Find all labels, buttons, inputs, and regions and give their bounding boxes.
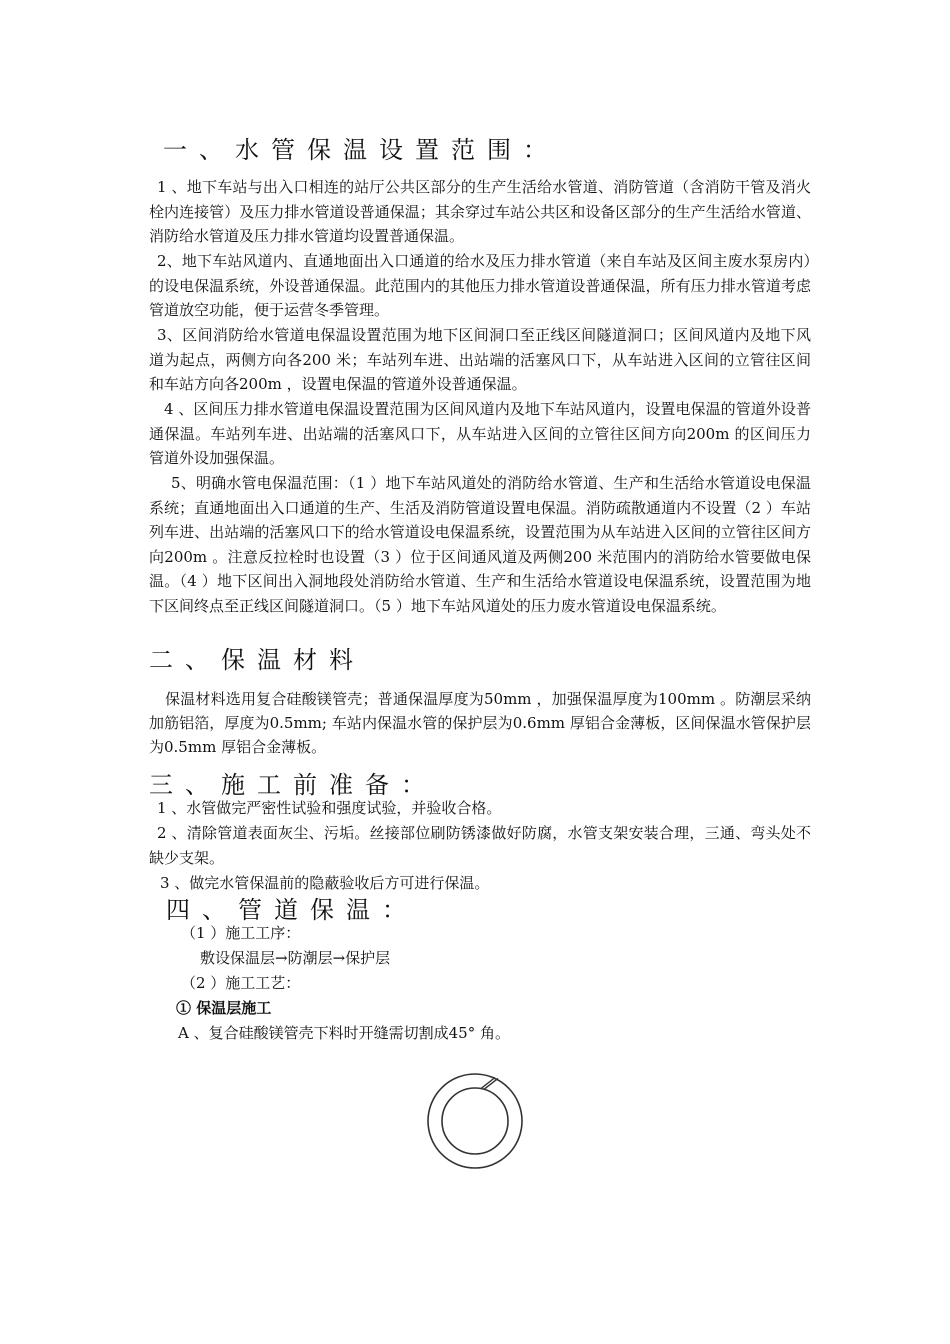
- section-4-step-2-label: （2 ）施工工艺：: [181, 974, 301, 992]
- section-1-paragraph-1: 1 、地下车站与出入口相连的站厅公共区部分的生产生活给水管道、消防管道（含消防干管及消火栓内连接管）及压力排水管道设普通保温；其余穿过车站公共区和设备区部分的生产生活给水管道、消防给水管道及压力排水管道均设置普通保温。: [149, 178, 811, 246]
- section-3-item-1: 1 、水管做完严密性试验和强度试验，并验收合格。: [157, 799, 502, 817]
- section-3-item-3: 3 、做完水管保温前的隐蔽验收后方可进行保温。: [160, 874, 490, 892]
- section-1-paragraph-4: 4 、区间压力排水管道电保温设置范围为区间风道内及地下车站风道内，设置电保温的管道外设普通保温。车站列车进、出站端的活塞风口下，从车站进入区间的立管往区间方向200m 的区间压力管道外设加强保温。: [149, 400, 811, 468]
- section-4-step-1-content: 敷设保温层→防潮层→保护层: [200, 949, 391, 967]
- section-4-item-a: A 、复合硅酸镁管壳下料时开缝需切割成45° 角。: [178, 1024, 510, 1042]
- section-2-heading: 二、保温材料: [149, 646, 365, 674]
- section-4-step-1-label: （1 ）施工工序：: [181, 924, 301, 942]
- section-1-paragraph-3: 3、区间消防给水管道电保温设置范围为地下区间洞口至正线区间隧道洞口；区间风道内及地下风道为起点，两侧方向各200 米；车站列车进、出站端的活塞风口下，从车站进入区间的立管往区间和车站方向各200m ，设置电保温的管道外设普通保温。: [149, 326, 811, 394]
- section-3-item-2: 2 、清除管道表面灰尘、污垢。丝接部位刷防锈漆做好防腐，水管支架安装合理，三通、弯头处不缺少支架。: [149, 824, 811, 867]
- section-3-heading: 三、施工前准备：: [149, 771, 437, 799]
- pipe-shell-diagram: [420, 1063, 530, 1179]
- section-2-paragraph: 保温材料选用复合硅酸镁管壳；普通保温厚度为50mm ，加强保温厚度为100mm 。防潮层采纳加筋铝箔，厚度为0.5mm; 车站内保温水管的保护层为0.6mm 厚铝合金薄板，区间保温水管保护层为0.5mm 厚铝合金薄板。: [149, 690, 811, 756]
- section-1-heading: 一、水管保温设置范围：: [163, 136, 559, 164]
- section-4-heading: 四、管道保温：: [166, 896, 418, 924]
- section-1-paragraph-2: 2、地下车站风道内、直通地面出入口通道的给水及压力排水管道（来自车站及区间主废水泵房内）的设电保温系统，外设普通保温。此范围内的其他压力排水管道设普通保温，所有压力排水管道考虑管道放空功能，便于运营冬季管理。: [149, 252, 811, 320]
- section-1-paragraph-5: 5、明确水管电保温范围：（1 ）地下车站风道处的消防给水管道、生产和生活给水管道设电保温系统；直通地面出入口通道的生产、生活及消防管道设置电保温。消防疏散通道内不设置（2 ）车站列车进、出站端的活塞风口下的给水管道设电保温系统，设置范围为从车站进入区间的立管往区间方向200m 。注意反拉栓时也设置（3 ）位于区间通风道及两侧200 米范围内的消防给水管要做电保温。（4 ）地下区间出入洞地段处消防给水管道、生产和生活给水管道设电保温系统，设置范围为地下区间终点至正线区间隧道洞口。（5 ）地下车站风道处的压力废水管道设电保温系统。: [149, 474, 811, 615]
- pipe-shell-inner-ring: [442, 1088, 508, 1154]
- section-4-sub-heading: ① 保温层施工: [176, 999, 272, 1017]
